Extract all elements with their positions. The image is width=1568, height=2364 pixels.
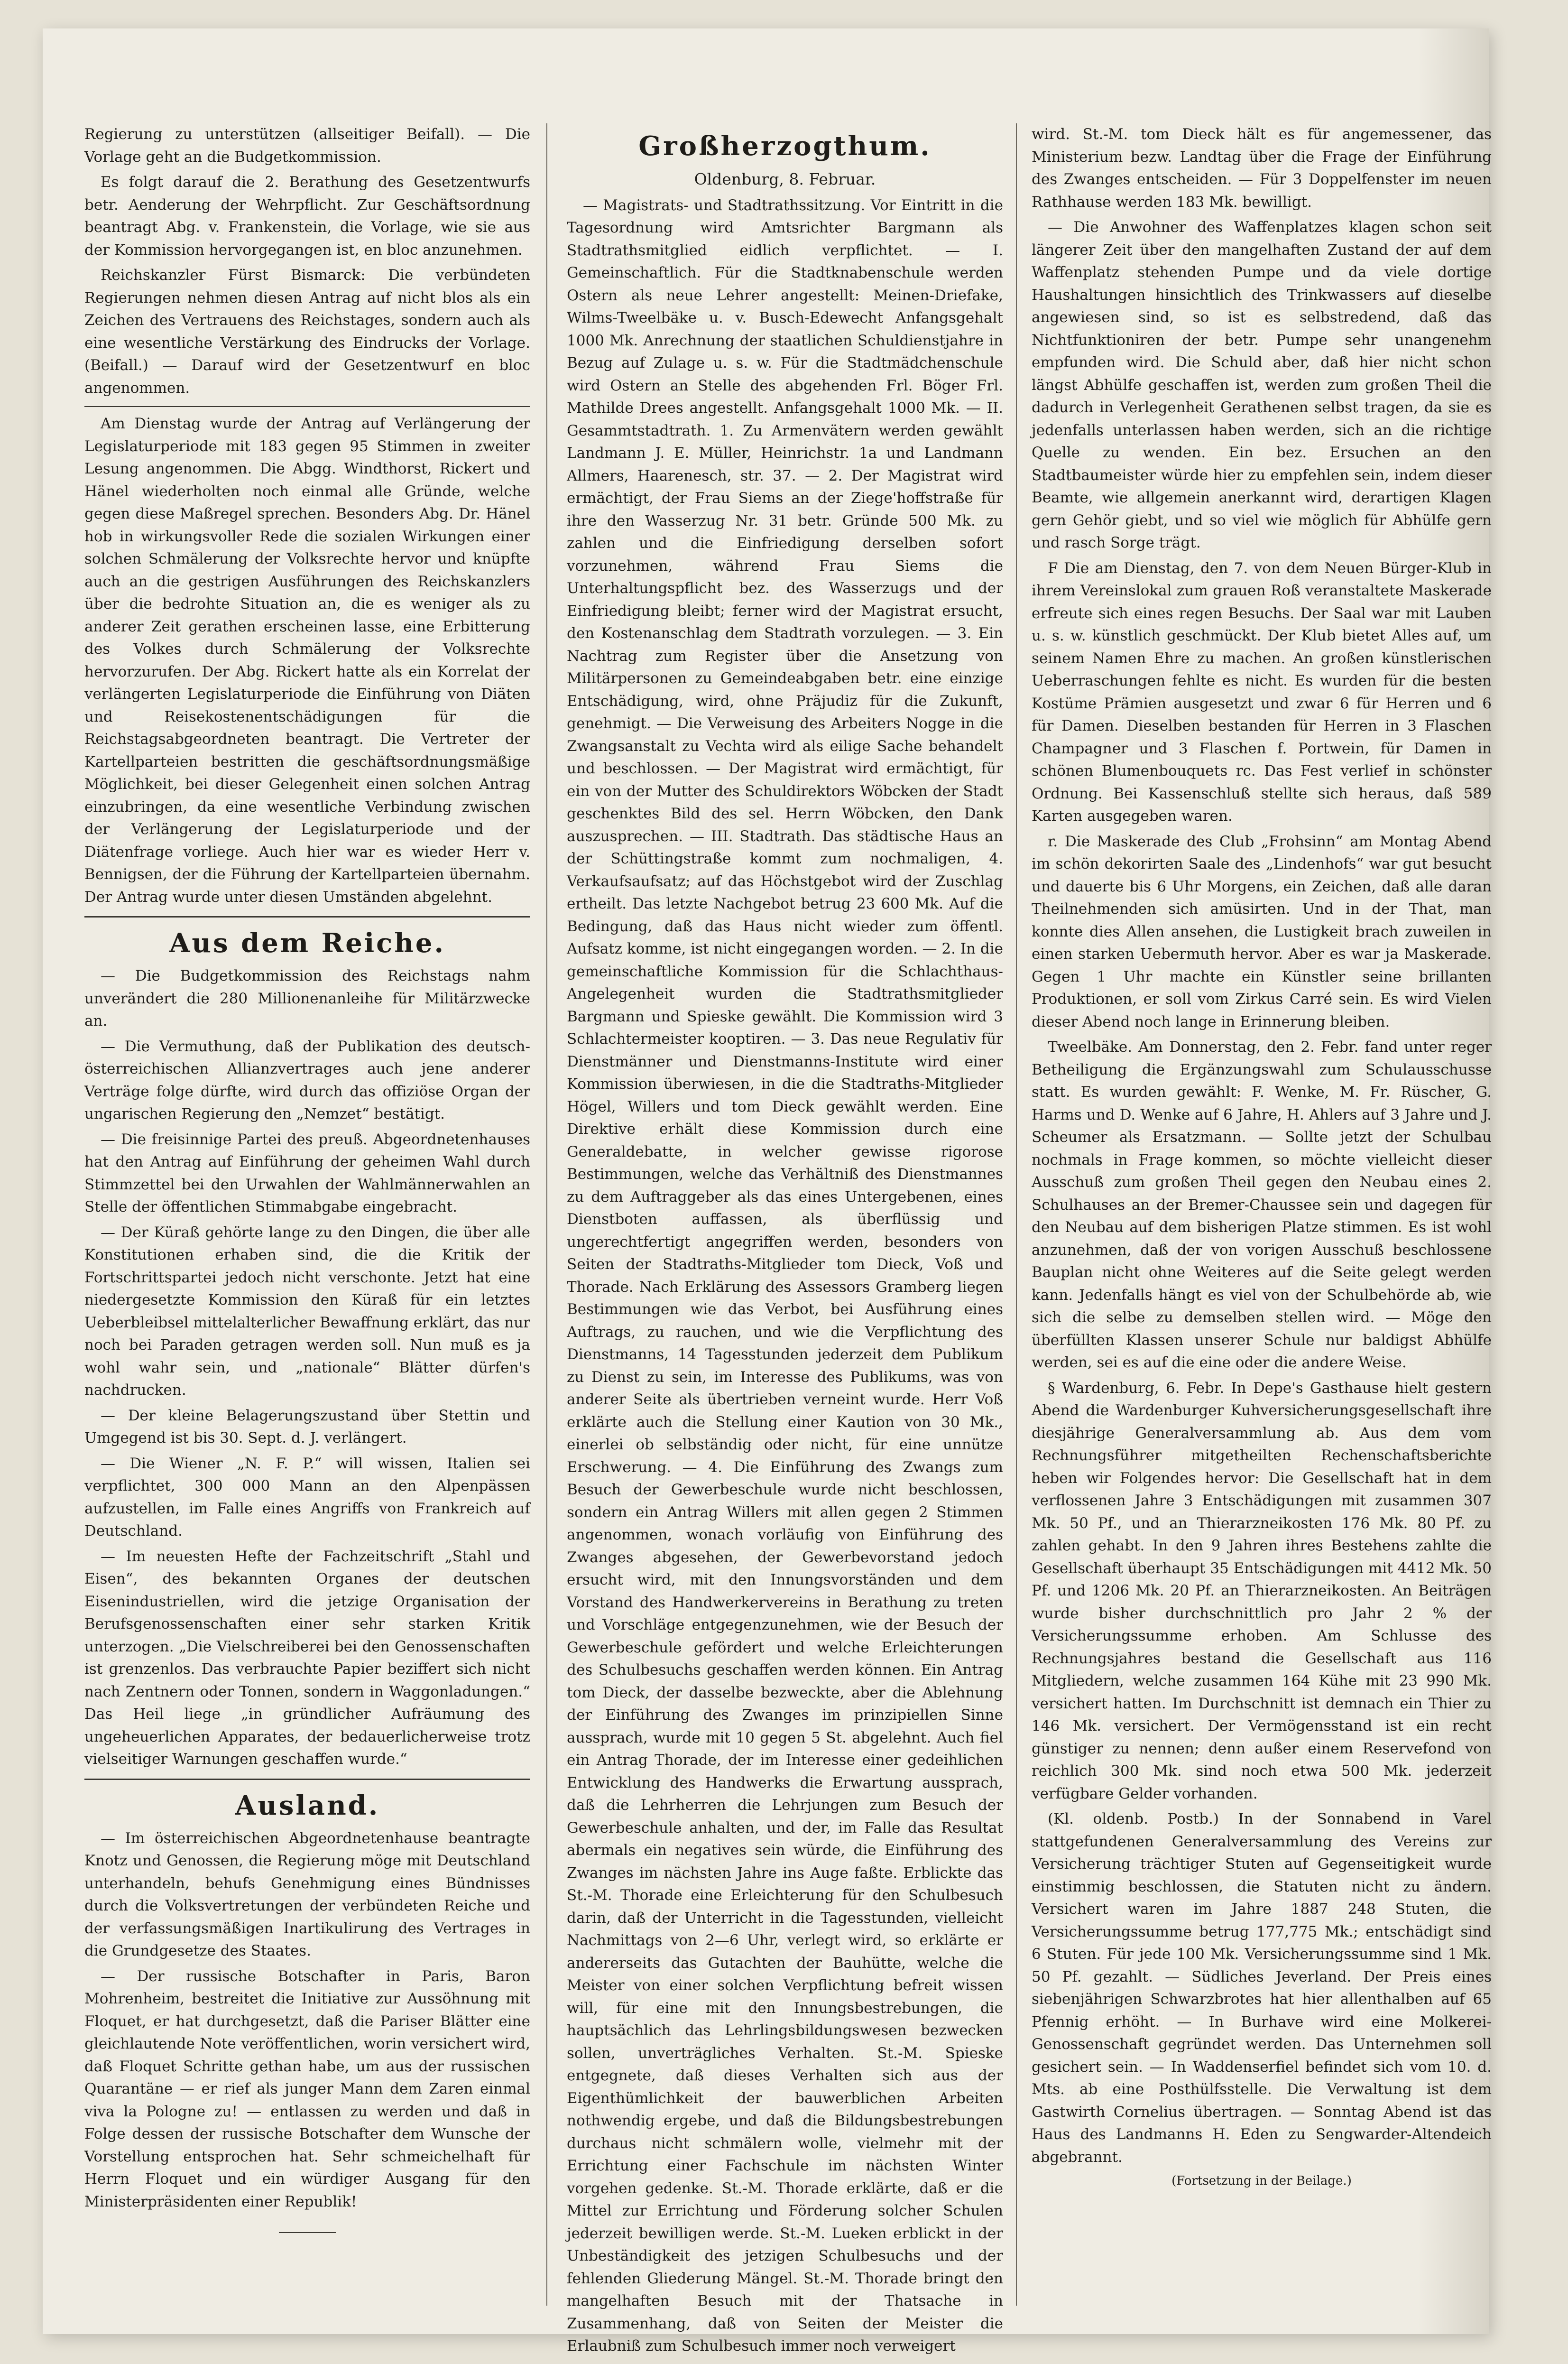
section-heading-ausland: Ausland. — [235, 1789, 380, 1821]
column-2 — [567, 123, 1003, 2361]
continuation-note: (Fortsetzung in der Beilage.) — [1171, 2174, 1352, 2188]
article-paragraph: Reichskanzler Fürst Bismarck: Die verbündeten Regierungen nehmen diesen Antrag auf nicht blos als ein Zeichen des Vertrauens des Reichstages, sondern auch als eine wesentliche Verstärkung des Eindrucks der Vorlage. (Beifall.) — Darauf wird der Gesetzentwurf en bloc angenommen. — [84, 267, 530, 397]
divider — [84, 1779, 530, 1780]
column-separator — [1016, 123, 1017, 2306]
news-item: — Der kleine Belagerungszustand über Stettin und Umgegend ist bis 30. Sept. d. J. verlängert. — [84, 1407, 530, 1446]
news-item: (Kl. oldenb. Postb.) In der Sonnabend in Varel stattgefundenen Generalversammlung des Vereins zur Versicherung trächtiger Stuten auf Gegenseitigkeit wurde einstimmig beschlossen, die Statuten nicht zu ändern. Versichert waren im Jahre 1887 248 Stuten, die Versicherungssumme betrug 177,775 Mk.; entschädigt sind 6 Stuten. Für jede 100 Mk. Versicherungssumme sind 1 Mk. 50 Pf. gezahlt. — Südliches Jeverland. Der Preis eines siebenjährigen Schwarzbrotes hat hier allenthalben auf 65 Pfennig erhöht. — In Burhave wird eine Molkerei-Genossenschaft gegründet werden. Das Unternehmen soll gesichert sein. — In Waddenserfiel befindet sich vom 10. d. Mts. ab eine Posthülfsstelle. Die Verwaltung ist dem Gastwirth Cornelius übertragen. — Sonntag Abend ist das Haus des Landmanns H. Eden zu Sengwarder-Altendeich abgebrannt. — [1032, 1810, 1492, 2166]
article-paragraph: Es folgt darauf die 2. Berathung des Gesetzentwurfs betr. Aenderung der Wehrpflicht. Zur Geschäftsordnung beantragt Abg. v. Frankenstein, die Vorlage, wie sie aus der Kommission hervorgegangen ist, en bloc anzunehmen. — [84, 174, 530, 259]
article-paragraph: Am Dienstag wurde der Antrag auf Verlängerung der Legislaturperiode mit 183 gegen 95 Stimmen in zweiter Lesung angenommen. Die Abgg. Windthorst, Rickert und Hänel wiederholten noch einmal alle Gründe, welche gegen diese Maßregel sprechen. Besonders Abg. Dr. Hänel hob in wirkungsvoller Rede die sozialen Wirkungen einer solchen Schmälerung der Volksrechte hervor und knüpfte auch an die gestrigen Ausführungen des Reichskanzlers über die bedrohte Situation an, die es weniger als zu anderer Zeit gerathen erscheinen lasse, eine Erbitterung des Volkes durch Schmälerung der Volksrechte hervorzurufen. Der Abg. Rickert hatte als ein Korrelat der verlängerten Legislaturperiode die Einführung von Diäten und Reisekostenentschädigungen für die Reichstagsabgeordneten beantragt. Die Vertreter der Kartellparteien bestritten die geschäftsordnungsmäßige Möglichkeit, bei dieser Gelegenheit einen solchen Antrag einzubringen, da eine wesentliche Verbindung zwischen der Verlängerung der Legislaturperiode und der Diätenfrage vorliege. Auch hier war es wieder Herr v. Bennigsen, der die Führung der Kartellparteien übernahm. Der Antrag wurde unter diesen Umständen abgelehnt. — [84, 415, 530, 906]
newspaper-page — [43, 28, 1492, 2355]
news-item: — Im neuesten Hefte der Fachzeitschrift „Stahl und Eisen“, des bekannten Organes der deutschen Eisenindustriellen, wird die jetzige Organisation der Berufsgenossenschaften einer sehr starken Kritik unterzogen. „Die Vielschreiberei bei den Genossenschaften ist grenzenlos. Das verbrauchte Papier beziffert sich nicht nach Zentnern oder Tonnen, sondern in Waggonladungen.“ Das Heil liege „in gründlicher Aufräumung des ungeheuerlichen Apparates, der bedauerlicherweise trotz vielseitiger Warnungen geschaffen wurde.“ — [84, 1548, 530, 1768]
divider — [84, 916, 530, 918]
news-item: — Die Vermuthung, daß der Publikation des deutsch-österreichischen Allianzvertrages auch jene anderer Verträge folge dürfte, wird durch das offiziöse Organ der ungarischen Regierung den „Nemzet“ bestätigt. — [84, 1038, 530, 1122]
column-separator — [546, 123, 547, 2306]
column-1 — [84, 123, 530, 2233]
section-heading-grossherzogthum: Großherzogthum. — [638, 130, 932, 162]
news-item: — Die Wiener „N. F. P.“ will wissen, Italien sei verpflichtet, 300 000 Mann an den Alpenpässen aufzustellen, im Falle eines Angriffs von Frankreich auf Deutschland. — [84, 1455, 530, 1539]
column-3 — [1032, 123, 1492, 2190]
news-item: Tweelbäke. Am Donnerstag, den 2. Febr. fand unter reger Betheiligung die Ergänzungswahl zum Schulausschusse statt. Es wurden gewählt: F. Wenke, M. Fr. Rüscher, G. Harms und D. Wenke auf 6 Jahre, H. Ahlers auf 3 Jahre und J. Scheumer als Ersatzmann. — Sollte jetzt der Schulbau nochmals in Frage kommen, so möchte vielleicht dieser Ausschuß zum großen Theil gegen den Neubau eines 2. Schulhauses an der Bremer-Chaussee sein und dagegen für den Neubau auf dem bisherigen Platze stimmen. Es ist wohl anzunehmen, daß der von vorigen Ausschuß beschlossene Bauplan nicht ohne Weiteres auf die Seite gelegt werden kann. Jedenfalls hängt es viel von der Schulbehörde ab, wie sich die selbe zu demselben stellen wird. — Möge den überfüllten Klassen unserer Schule nur baldigst Abhülfe werden, sei es auf die eine oder die andere Weise. — [1032, 1038, 1492, 1371]
news-item: — Der Küraß gehörte lange zu den Dingen, die über alle Konstitutionen erhaben sind, die die Kritik der Fortschrittspartei jedoch nicht verschonte. Jetzt hat eine niedergesetzte Kommission den Küraß für ein letztes Ueberbleibsel mittelalterlicher Bewaffnung erklärt, das nur noch bei Paraden getragen werden soll. Nun muß es ja wohl wahr sein, und „nationale“ Blätter dürfen's nachdrucken. — [84, 1224, 530, 1399]
news-item: — Der russische Botschafter in Paris, Baron Mohrenheim, bestreitet die Initiative zur Aussöhnung mit Floquet, er hat durchgesetzt, daß die Pariser Blätter eine gleichlautende Note veröffentlichen, worin versichert wird, daß Floquet Schritte gethan habe, um aus der russischen Quarantäne — er rief als junger Mann dem Zaren einmal viva la Pologne zu! — entlassen zu werden und daß in Folge dessen der russische Botschafter dem Wunsche der Vorstellung entsprochen hat. Sehr schmeichelhaft für Herrn Floquet und ein würdiger Ausgang für den Ministerpräsidenten einer Republik! — [84, 1967, 530, 2210]
news-item: § Wardenburg, 6. Febr. In Depe's Gasthause hielt gestern Abend die Wardenburger Kuhversicherungsgesellschaft ihre diesjährige Generalversammlung ab. Aus dem vom Rechnungsführer mitgetheilten Rechenschaftsberichte heben wir Folgendes hervor: Die Gesellschaft hat in dem verflossenen Jahre 3 Entschädigungen mit zusammen 307 Mk. 50 Pf., und an Thierarzneikosten 176 Mk. 80 Pf. zu zahlen gehabt. In den 9 Jahren ihres Bestehens zahlte die Gesellschaft überhaupt 35 Entschädigungen mit 4412 Mk. 50 Pf. und 1206 Mk. 20 Pf. an Thierarzneikosten. An Beiträgen wurde bisher durchschnittlich pro Jahr 2 % der Versicherungssumme erhoben. Am Schlusse des Rechnungsjahres bestand die Gesellschaft aus 116 Mitgliedern, welche zusammen 164 Kühe mit 23 990 Mk. versichert hatten. Im Durchschnitt ist demnach ein Thier zu 146 Mk. versichert. Der Vermögensstand ist ein recht günstiger zu nennen; denn außer einem Reservefond von reichlich 300 Mk. sind noch etwa 500 Mk. jederzeit verfügbare Gelder vorhanden. — [1032, 1379, 1492, 1802]
article-paragraph: Regierung zu unterstützen (allseitiger Beifall). — Die Vorlage geht an die Budgetkommission. — [84, 126, 530, 166]
news-item: — Im österreichischen Abgeordnetenhause beantragte Knotz und Genossen, die Regierung möge mit Deutschland unterhandeln, behufs Genehmigung eines Bündnisses durch die Volksvertretungen der verbündeten Reiche und der verfassungsmäßigen Inartikulirung des Vertrages in die Grundgesetze des Staates. — [84, 1829, 530, 1959]
article-paragraph: wird. St.-M. tom Dieck hält es für angemessener, das Ministerium bezw. Landtag über die Frage der Einführung des Zwanges entscheiden. — Für 3 Doppelfenster im neuen Rathhause werden 183 Mk. bewilligt. — [1032, 126, 1492, 211]
end-rule — [279, 2232, 336, 2233]
news-item: — Die freisinnige Partei des preuß. Abgeordnetenhauses hat den Antrag auf Einführung der geheimen Wahl durch Stimmzettel bei den Urwahlen der Wahlmännerwahlen an Stelle der öffentlichen Stimmabgabe eingebracht. — [84, 1131, 530, 1215]
dateline: Oldenburg, 8. Februar. — [694, 170, 876, 188]
news-item: r. Die Maskerade des Club „Frohsinn“ am Montag Abend im schön dekorirten Saale des „Lindenhofs“ war gut besucht und dauerte bis 6 Uhr Morgens, ein Zeichen, daß alle daran Theilnehmenden sich amüsirten. Und in der That, man konnte dies Allen ansehen, die Lustigkeit brach zuweilen in einen starken Uebermuth hervor. Aber es war ja Maskerade. Gegen 1 Uhr machte ein Künstler seine brillanten Produktionen, er soll vom Zirkus Carré sein. Es wird Vielen dieser Abend noch lange in Erinnerung bleiben. — [1032, 833, 1492, 1030]
divider — [84, 406, 530, 407]
section-heading-reich: Aus dem Reiche. — [169, 927, 446, 959]
news-item: F Die am Dienstag, den 7. von dem Neuen Bürger-Klub in ihrem Vereinslokal zum grauen Roß veranstaltete Maskerade erfreute sich eines regen Besuchs. Der Saal war mit Lauben u. s. w. künstlich geschmückt. Der Klub bietet Alles auf, um seinem Namen Ehre zu machen. An großen künstlerischen Ueberraschungen fehlte es nicht. Es wurden für die besten Kostüme Prämien ausgesetzt und zwar 6 für Herren und 6 für Damen. Dieselben bestanden für Herren in 3 Flaschen Champagner und 3 Flaschen f. Portwein, für Damen in schönen Blumenbouquets rc. Das Fest verlief in schönster Ordnung. Bei Kassenschluß stellte sich heraus, daß 589 Karten ausgegeben waren. — [1032, 559, 1492, 825]
news-item: — Die Anwohner des Waffenplatzes klagen schon seit längerer Zeit über den mangelhaften Zustand der auf dem Waffenplatz stehenden Pumpe und da viele dortige Haushaltungen hinsichtlich des Trinkwassers auf dieselbe angewiesen sind, so ist es selbstredend, daß das Nichtfunktioniren der betr. Pumpe sehr unangenehm empfunden wird. Die Schuld aber, daß hier nicht schon längst Abhülfe geschaffen ist, werden zum großen Theil die dadurch in Verlegenheit Gerathenen selbst tragen, da sie es jedenfalls unterlassen haben werden, sich an die richtige Quelle zu wenden. Ein bez. Ersuchen an den Stadtbaumeister würde hier zu empfehlen sein, indem dieser Beamte, wie allgemein anerkannt wird, derartigen Klagen gern Gehör giebt, und so viel wie möglich für Abhülfe gern und rasch Sorge trägt. — [1032, 219, 1492, 551]
article-paragraph: — Magistrats- und Stadtrathssitzung. Vor Eintritt in die Tagesordnung wird Amtsrichter Bargmann als Stadtrathsmitglied eidlich verpflichtet. — I. Gemeinschaftlich. Für die Stadtknabenschule werden Ostern als neue Lehrer angestellt: Meinen-Driefake, Wilms-Tweelbäke u. v. Busch-Edewecht Anfangsgehalt 1000 Mk. Anrechnung der staatlichen Schuldienstjahre in Bezug auf Zulage u. s. w. Für die Stadtmädchenschule wird Ostern an Stelle des abgehenden Frl. Böger Frl. Mathilde Drees angestellt. Anfangsgehalt 1000 Mk. — II. Gesammtstadtrath. 1. Zu Armenvätern werden gewählt Landmann J. E. Müller, Heinrichstr. 1a und Landmann Allmers, Haarenesch, str. 37. — 2. Der Magistrat wird ermächtigt, der Frau Siems an der Ziege'hoffstraße für ihre den Wasserzug Nr. 31 betr. Gründe 500 Mk. zu zahlen und die Einfriedigung derselben sofort vorzunehmen, während Frau Siems die Unterhaltungspflicht bez. des Wasserzugs und der Einfriedigung bleibt; ferner wird der Magistrat ersucht, den Kostenanschlag dem Stadtrath vorzulegen. — 3. Ein Nachtrag zum Register über die Ansetzung von Militärpersonen zu Gemeindeabgaben betr. eine einzige Entschädigung, wird, ohne Präjudiz für die Zukunft, genehmigt. — Die Verweisung des Arbeiters Nogge in die Zwangsanstalt zu Vechta wird als eilige Sache behandelt und beschlossen. — Der Magistrat wird ermächtigt, für ein von der Mutter des Schuldirektors Wöbcken der Stadt geschenktes Bild des sel. Herrn Wöbcken, den Dank auszusprechen. — III. Stadtrath. Das städtische Haus an der Schüttingstraße kommt zum nochmaligen, 4. Verkaufsaufsatz; auf das Höchstgebot wird der Zuschlag ertheilt. Das letzte Nachgebot betrug 23 600 Mk. Auf die Bedingung, daß das Haus nicht wieder zum öffentl. Aufsatz komme, ist nicht eingegangen worden. — 2. In die gemeinschaftliche Kommission für die Schlachthaus-Angelegenheit wurden die Stadtrathsmitglieder Bargmann und Spieske gewählt. Die Kommission wird 3 Schlachtermeister kooptiren. — 3. Das neue Regulativ für Dienstmänner und Dienstmanns-Institute wird einer Kommission überwiesen, in die die Stadtraths-Mitglieder Högel, Willers und tom Dieck gewählt werden. Eine Direktive erhält diese Kommission durch eine Generaldebatte, in welcher gewisse rigorose Bestimmungen, welche das Verhältniß des Dienstmannes zu dem Auftraggeber als das eines Untergebenen, eines Dienstboten auffassen, als überflüssig und ungerechtfertigt angegriffen werden, besonders von Seiten der Stadtraths-Mitglieder tom Dieck, Voß und Thorade. Nach Erklärung des Assessors Gramberg liegen Bestimmungen wie das Verbot, bei Ausführung eines Auftrags, zu rauchen, und wie die Verpflichtung des Dienstmanns, 14 Tagesstunden jederzeit dem Publikum zu Dienst zu sein, im Interesse des Publikums, was von anderer Seite als übertrieben verneint wurde. Herr Voß erklärte auch die Stellung einer Kaution von 30 Mk., einerlei ob selbständig oder nicht, für eine unnütze Erschwerung. — 4. Die Einführung des Zwangs zum Besuch der Gewerbeschule wurde nicht beschlossen, sondern ein Antrag Willers mit allen gegen 2 Stimmen angenommen, wonach vorläufig von Einführung des Zwanges abgesehen, der Gewerbevorstand jedoch ersucht wird, mit den Innungsvorständen und dem Vorstand des Handwerkervereins in Berathung zu treten und Vorschläge entgegenzunehmen, wie der Besuch der Gewerbeschule gefördert und welche Erleichterungen des Schulbesuchs geschaffen werden können. Ein Antrag tom Dieck, der dasselbe bezweckte, aber die Ablehnung der Einführung des Zwanges im prinzipiellen Sinne aussprach, wurde mit 10 gegen 5 St. abgelehnt. Auch fiel ein Antrag Thorade, der im Interesse einer gedeihlichen Entwicklung des Handwerks die Erwartung aussprach, daß die Lehrherren die Lehrjungen zum Besuch der Gewerbeschule anhalten, und der, im Falle das Resultat abermals ein negatives sein würde, die Einführung des Zwanges im nächsten Jahre ins Auge faßte. Erblickte das St.-M. Thorade eine Erleichterung für den Schulbesuch darin, daß der Unterricht in die Tagesstunden, vielleicht Nachmittags von 2—6 Uhr, verlegt wird, so erklärte er andererseits das Gutachten der Bauhütte, welche die Meister von einer solchen Verpflichtung befreit wissen will, für eine mit den Innungsbestrebungen, die hauptsächlich das Lehrlingsbildungswesen bezwecken sollen, unverträgliches Verhalten. St.-M. Spieske entgegnete, daß dieses Verhalten sich aus der Eigenthümlichkeit der bauwerblichen Arbeiten nothwendig ergebe, und daß die Bildungsbestrebungen durchaus nicht schmälern wolle, vielmehr mit der Errichtung einer Fachschule im nächsten Winter vorgehen gedenke. St.-M. Thorade erklärte, daß er die Mittel zur Errichtung und Förderung solcher Schulen jederzeit bewilligen werde. St.-M. Lueken erblickt in der Unbeständigkeit des jetzigen Schulbesuchs und der fehlenden Gliederung Mängel. St.-M. Thorade bringt den mangelhaften Besuch mit der Thatsache in Zusammenhang, daß von Seiten der Meister die Erlaubniß zum Schulbesuch immer noch verweigert — [567, 196, 1003, 2355]
news-item: — Die Budgetkommission des Reichstags nahm unverändert die 280 Millionenanleihe für Militärzwecke an. — [84, 967, 530, 1029]
